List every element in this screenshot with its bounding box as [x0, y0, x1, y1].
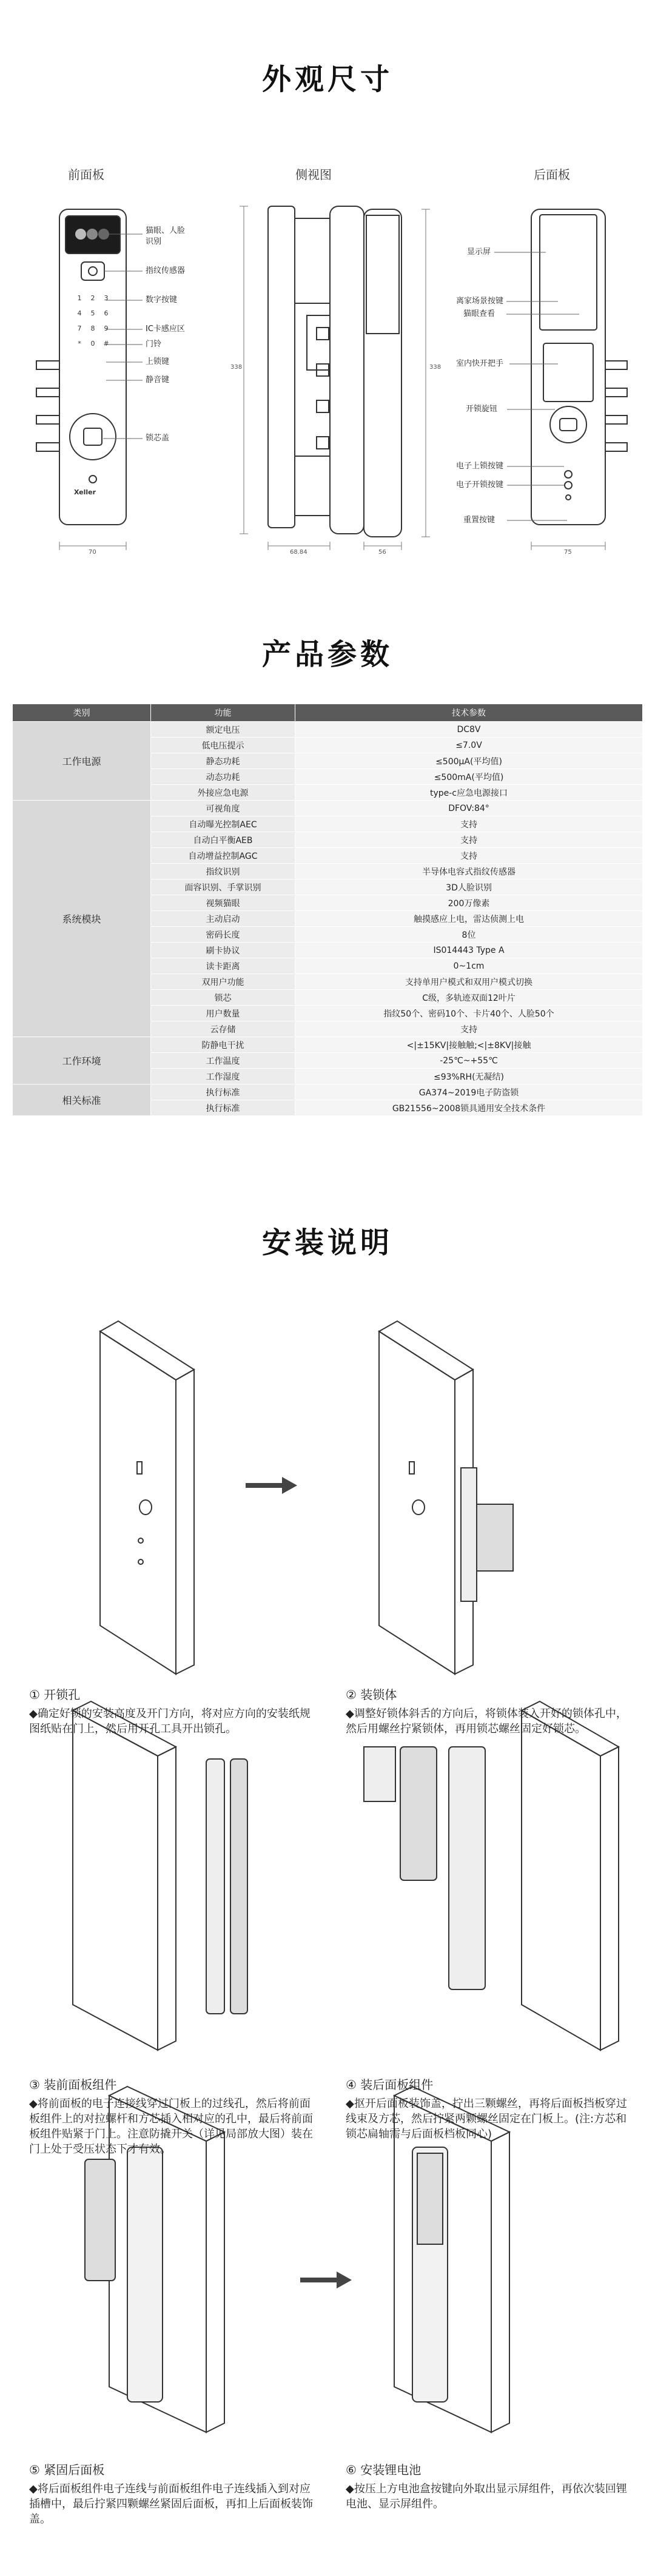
table-cell: 密码长度 [151, 927, 295, 943]
table-cell: 0~1cm [295, 958, 643, 974]
step-number: ④ [346, 2077, 357, 2092]
front-callout: 数字按键 [146, 295, 178, 304]
step-title: 紧固后面板 [44, 2463, 105, 2477]
table-cell: 支持单用户模式和双用户模式切换 [295, 974, 643, 990]
install-step [346, 1687, 631, 1737]
step-text: ◆将前面板的电子连接线穿过门板上的过线孔，然后将前面板组件上的对拉螺杆和方芯插入相对应的孔中，最后将前面板组件贴紧于门上。注意防撬开关（详见局部放大图）装在门上处于受压状态下才有效。 [29, 2097, 313, 2156]
dim-back-height: 338 [429, 364, 442, 371]
table-cell: 半导体电容式指纹传感器 [295, 864, 643, 879]
table-cell: 动态功耗 [151, 769, 295, 785]
table-cell: <|±15KV|接触触;<|±8KV|接触 [295, 1037, 643, 1053]
back-callout: 离家场景按键 [456, 297, 504, 306]
table-cell: 静态功耗 [151, 753, 295, 769]
back-callout: 重置按键 [463, 516, 495, 525]
back-callout: 显示屏 [467, 247, 491, 257]
dimensions-section [0, 0, 655, 631]
front-callout: 上锁键 [146, 357, 170, 366]
step-title: 装锁体 [360, 1687, 397, 1702]
front-callout: IC卡感应区 [146, 325, 185, 334]
table-category: 系统模块 [13, 801, 151, 1037]
back-callout: 电子开锁按键 [456, 480, 504, 489]
table-cell: 双用户功能 [151, 974, 295, 990]
front-callout: 指纹传感器 [146, 266, 186, 275]
table-cell: 刷卡协议 [151, 943, 295, 958]
install-step [29, 2463, 314, 2527]
install-step [346, 2463, 631, 2512]
front-callout: 门铃 [146, 340, 162, 349]
table-cell: 支持 [295, 816, 643, 832]
table-cell: 可视角度 [151, 801, 295, 816]
specs-section [0, 631, 655, 1213]
table-cell: 读卡距离 [151, 958, 295, 974]
back-callout: 猫眼查看 [463, 309, 495, 318]
back-view-label: 后面板 [534, 167, 570, 182]
keypad-key: 5 [90, 309, 95, 317]
keypad-key: * [78, 340, 81, 348]
keypad-key: 1 [77, 294, 82, 302]
table-cell: 工作温度 [151, 1053, 295, 1069]
keypad-key: 9 [104, 325, 109, 332]
table-cell: ≤500μA(平均值) [295, 753, 643, 769]
table-cell: 支持 [295, 848, 643, 864]
front-callout: 猫眼、人脸识别 [146, 226, 186, 246]
table-cell: 自动白平衡AEB [151, 832, 295, 848]
table-cell: 指纹50个、密码10个、卡片40个、人脸50个 [295, 1006, 643, 1021]
front-view-label: 前面板 [68, 167, 104, 182]
keypad-key: 4 [77, 309, 82, 317]
step-number: ⑥ [346, 2463, 357, 2477]
step-title: 开锁孔 [44, 1687, 81, 1702]
section-title-specs: 产品参数 [261, 637, 393, 671]
side-view-label: 侧视图 [295, 167, 332, 182]
step1-illustration [0, 1213, 655, 2547]
install-step [346, 2077, 631, 2142]
keypad [73, 294, 113, 348]
table-cell: 防静电干扰 [151, 1037, 295, 1053]
table-cell: 3D人脸识别 [295, 879, 643, 895]
step-title: 装前面板组件 [44, 2077, 117, 2092]
step-text: ◆确定好锁的安装高度及开门方向，将对应方向的安装纸规图纸贴在门上，然后用开孔工具开出锁孔。 [29, 1707, 311, 1735]
front-callout: 静音键 [146, 375, 170, 385]
table-cell: 自动曝光控制AEC [151, 816, 295, 832]
back-callout: 室内快开把手 [456, 359, 504, 368]
table-cell: GA374~2019电子防盗锁 [295, 1085, 643, 1100]
dim-side-depth1: 68.84 [290, 549, 307, 556]
table-cell: -25℃~+55℃ [295, 1053, 643, 1069]
table-cell: 8位 [295, 927, 643, 943]
table-cell: C级，多轨迹双面12叶片 [295, 990, 643, 1006]
table-category: 工作环境 [13, 1037, 151, 1085]
dim-back-width: 75 [564, 549, 572, 556]
table-cell: 外接应急电源 [151, 785, 295, 801]
keypad-key: 7 [77, 325, 82, 332]
step-text: ◆抠开后面板装饰盖，拧出三颗螺丝，再将后面板挡板穿过线束及方芯，然后拧紧两颗螺丝固定在门板上。(注:方芯和锁芯扁轴需与后面板档板同心) [346, 2097, 627, 2141]
dim-front-width: 70 [89, 549, 96, 556]
table-cell: 锁芯 [151, 990, 295, 1006]
dim-side-height: 338 [230, 364, 243, 371]
keypad-key: 2 [90, 294, 95, 302]
table-cell: GB21556~2008锁具通用安全技术条件 [295, 1100, 643, 1116]
table-cell: 视频猫眼 [151, 895, 295, 911]
table-category: 工作电源 [13, 722, 151, 801]
keypad-key: 0 [90, 340, 95, 348]
table-header: 类别 [13, 704, 151, 722]
step-title: 安装锂电池 [360, 2463, 422, 2477]
install-section [0, 1213, 655, 2576]
table-cell: 200万像素 [295, 895, 643, 911]
table-cell: ≤93%RH(无凝结) [295, 1069, 643, 1085]
table-cell: 面容识别、手掌识别 [151, 879, 295, 895]
back-callout: 开锁旋钮 [466, 405, 498, 414]
table-cell: 触摸感应上电，雷达侦测上电 [295, 911, 643, 927]
table-cell: 执行标准 [151, 1100, 295, 1116]
table-cell: 支持 [295, 1021, 643, 1037]
table-cell: 工作湿度 [151, 1069, 295, 1085]
section-title-install: 安装说明 [261, 1226, 393, 1260]
table-cell: 云存储 [151, 1021, 295, 1037]
table-cell: 额定电压 [151, 722, 295, 738]
step-number: ⑤ [29, 2463, 40, 2477]
table-category: 相关标准 [13, 1085, 151, 1116]
table-cell: 自动增益控制AGC [151, 848, 295, 864]
table-cell: DFOV:84° [295, 801, 643, 816]
step-title: 装后面板组件 [360, 2077, 434, 2092]
dim-side-depth2: 56 [378, 549, 386, 556]
keypad-key: 6 [104, 309, 109, 317]
keypad-key: 8 [90, 325, 95, 332]
table-cell: type-c应急电源接口 [295, 785, 643, 801]
table-header: 技术参数 [295, 704, 643, 722]
table-cell: 低电压提示 [151, 738, 295, 753]
step-number: ③ [29, 2077, 40, 2092]
keypad-key: # [103, 340, 109, 348]
table-cell: 执行标准 [151, 1085, 295, 1100]
table-cell: 主动启动 [151, 911, 295, 927]
spec-table [12, 704, 643, 1116]
step-text: ◆调整好锁体斜舌的方向后，将锁体装入开好的锁体孔中，然后用螺丝拧紧锁体，再用锁芯螺丝固定好锁芯。 [346, 1707, 627, 1735]
step-text: ◆按压上方电池盒按键向外取出显示屏组件，再依次装回锂电池、显示屏组件。 [346, 2483, 627, 2510]
step-number: ② [346, 1687, 357, 1702]
table-cell: 指纹识别 [151, 864, 295, 879]
table-cell: 用户数量 [151, 1006, 295, 1021]
table-cell: ≤500mA(平均值) [295, 769, 643, 785]
install-step [29, 2077, 314, 2157]
table-cell: IS014443 Type A [295, 943, 643, 958]
section-title-dimensions: 外观尺寸 [261, 62, 393, 96]
back-callout: 电子上锁按键 [456, 462, 504, 471]
front-callout: 锁芯盖 [146, 434, 170, 443]
keypad-key: 3 [104, 294, 109, 302]
table-cell: ≤7.0V [295, 738, 643, 753]
brand-logo: Xeller [74, 488, 96, 496]
step-text: ◆将后面板组件电子连线与前面板组件电子连线插入到对应插槽中，最后拧紧四颗螺丝紧固后面板，再扣上后面板装饰盖。 [29, 2483, 313, 2526]
table-header: 功能 [151, 704, 295, 722]
table-cell: 支持 [295, 832, 643, 848]
table-cell: DC8V [295, 722, 643, 738]
step-number: ① [29, 1687, 40, 1702]
install-step [29, 1687, 314, 1737]
